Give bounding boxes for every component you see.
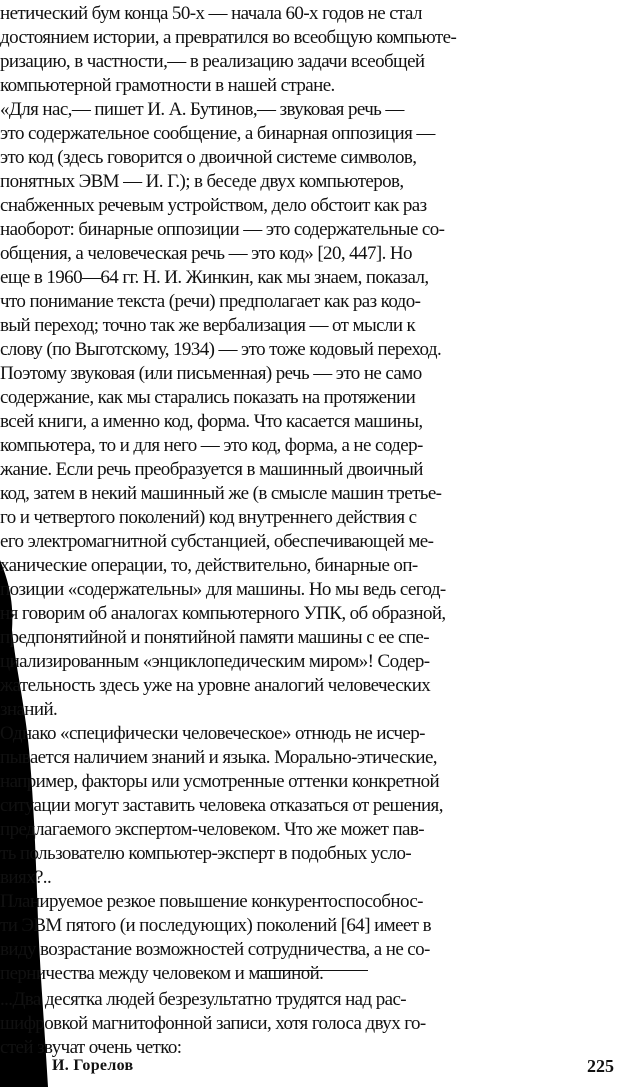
text-line: это содержательное сообщение, а бинарная оппозиция — (0, 123, 435, 144)
text-line: Поэтому звуковая (или письменная) речь — это не само (0, 363, 422, 384)
text-line: общения, а человеческая речь — это код» [20, 447]. Но (0, 243, 412, 264)
text-line: виях?.. (0, 867, 52, 888)
text-line: позиции «содержательны» для машины. Но мы ведь сегод- (0, 579, 446, 600)
text-line: ти ЭВМ пятого (и последующих) поколений [64] имеет в (0, 915, 431, 936)
text-line: это код (здесь говорится о двоичной системе символов, (0, 147, 417, 168)
text-line: ть пользователю компьютер-эксперт в подобных усло- (0, 843, 412, 864)
text-line: Планируемое резкое повышение конкурентоспособнос- (0, 891, 423, 912)
text-line: снабженных речевым устройством, дело обстоит как раз (0, 195, 427, 216)
text-line: ханические операции, то, действительно, бинарные оп- (0, 555, 418, 576)
text-line: жательность здесь уже на уровне аналогий человеческих (0, 675, 431, 696)
text-line: его электромагнитной субстанцией, обеспечивающей ме- (0, 531, 434, 552)
text-line: нетический бум конца 50-х — начала 60-х годов не стал (0, 3, 422, 24)
text-line: го и четвертого поколений) код внутреннего действия с (0, 507, 417, 528)
text-line: наоборот: бинарные оппозиции — это содержательные со- (0, 219, 445, 240)
text-line: ...Два десятка людей безрезультатно трудятся над рас- (0, 989, 407, 1010)
text-line: код, затем в некий машинный же (в смысле машин третье- (0, 483, 442, 504)
text-line: перничества между человеком и машиной. (0, 963, 324, 984)
text-line: пывается наличием знаний и языка. Морально-этические, (0, 747, 437, 768)
text-line: стей звучат очень четко: (0, 1037, 182, 1058)
text-line: что понимание текста (речи) предполагает как раз кодо- (0, 291, 421, 312)
text-line: всей книги, а именно код, форма. Что касается машины, (0, 411, 423, 432)
text-line: ризацию, в частности,— в реализацию задачи всеобщей (0, 51, 425, 72)
text-line: предлагаемого экспертом-человеком. Что же может пав- (0, 819, 424, 840)
text-line: компьютерной грамотности в нашей стране. (0, 75, 335, 96)
text-line: ситуации могут заставить человека отказаться от решения, (0, 795, 443, 816)
text-line: ня говорим об аналогах компьютерного УПК, об образной, (0, 603, 446, 624)
text-line: знаний. (0, 699, 58, 720)
text-line: «Для нас,— пишет И. А. Бутинов,— звуковая речь — (0, 99, 404, 120)
text-line: жание. Если речь преобразуется в машинный двоичный (0, 459, 423, 480)
text-line: шифровкой магнитофонной записи, хотя голоса двух го- (0, 1013, 426, 1034)
text-line: содержание, как мы старались показать на протяжении (0, 387, 416, 408)
text-line: например, факторы или усмотренные оттенки конкретной (0, 771, 440, 792)
text-line: Однако «специфически человеческое» отнюдь не исчер- (0, 723, 425, 744)
text-line: виду возрастание возможностей сотрудничества, а не со- (0, 939, 430, 960)
text-line: слову (по Выготскому, 1934) — это тоже кодовый переход. (0, 339, 442, 360)
text-line: еще в 1960—64 гг. Н. И. Жинкин, как мы знаем, показал, (0, 267, 429, 288)
text-line: компьютера, то и для него — это код, форма, а не содер- (0, 435, 423, 456)
text-line: вый переход; точно так же вербализация — от мысли к (0, 315, 416, 336)
section-divider (258, 970, 368, 971)
text-line: циализированным «энциклопедическим миром»! Содер- (0, 651, 430, 672)
page-number: 225 (587, 1056, 614, 1076)
text-line: предпонятийной и понятийной памяти машины с ее спе- (0, 627, 429, 648)
text-line: достоянием истории, а превратился во всеобщую компьюте- (0, 27, 457, 48)
page-footer (0, 1054, 620, 1082)
running-footer-author: И. Горелов (52, 1057, 134, 1074)
text-line: понятных ЭВМ — И. Г.); в беседе двух компьютеров, (0, 171, 404, 192)
